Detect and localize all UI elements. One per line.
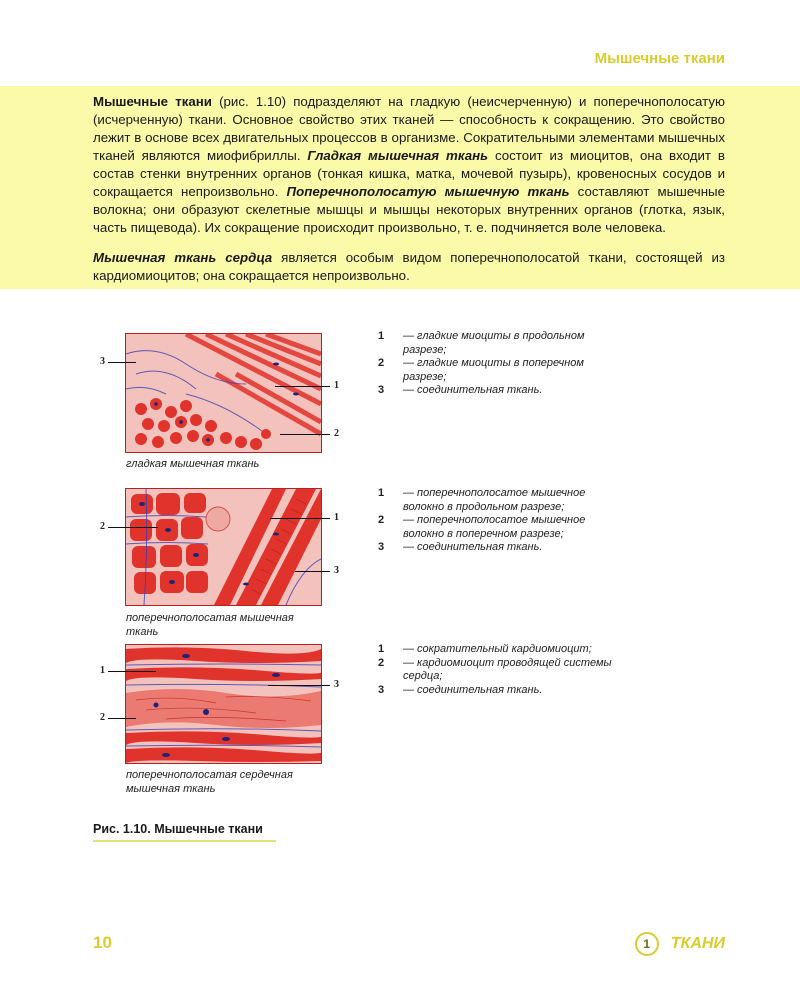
fig1-legend <box>378 330 618 398</box>
fig2-pointer-1 <box>270 518 330 519</box>
fig3-caption: поперечнополосатая сердечная мышечная ткань <box>126 769 293 795</box>
figure-title: Рис. 1.10. Мышечные ткани <box>93 822 263 836</box>
term-striated-tissue: Поперечнополосатую мышечную ткань <box>286 184 570 199</box>
term-muscle-tissues: Мышечные ткани <box>93 94 212 109</box>
cardiac-paragraph: Мышечная ткань сердца является особым видом поперечнополосатой ткани, состоящей из кардиомиоцитов; она сокращается непроизвольно. <box>93 250 725 283</box>
fig2-legend-item: 2 — поперечнополосатое мышечное волокно в поперечном разрезе; <box>378 514 586 540</box>
figure-title-underline <box>93 840 276 842</box>
chapter-marker <box>635 932 725 956</box>
fig1-legend-item: 3 — соединительная ткань. <box>378 384 543 396</box>
fig3-label-3: 3 <box>334 679 339 690</box>
fig3-pointer-1 <box>108 671 156 672</box>
fig2-legend <box>378 487 618 555</box>
fig1-pointer-1 <box>275 386 330 387</box>
smooth-muscle-illustration <box>125 333 322 453</box>
fig1-legend-item: 2 — гладкие миоциты в поперечном разрезе; <box>378 357 584 383</box>
term-cardiac-tissue: Мышечная ткань сердца <box>93 250 273 265</box>
running-title: Мышечные ткани <box>594 50 725 67</box>
fig3-pointer-3 <box>268 685 330 686</box>
term-smooth-tissue: Гладкая мышечная ткань <box>307 148 489 163</box>
fig2-pointer-3 <box>295 571 330 572</box>
fig2-legend-item: 1 — поперечнополосатое мышечное волокно в продольном разрезе; <box>378 487 586 513</box>
fig3-legend-item: 3 — соединительная ткань. <box>378 683 543 696</box>
fig2-label-1: 1 <box>334 512 339 523</box>
cardiac-muscle-illustration <box>125 644 322 764</box>
fig2-label-3: 3 <box>334 565 339 576</box>
fig3-legend <box>378 643 618 697</box>
fig3-label-2: 2 <box>100 712 105 723</box>
fig1-legend-item: 1 — гладкие миоциты в продольном разрезе; <box>378 330 585 356</box>
fig3-legend-item: 2 — кардиомиоцит проводящей системы сердца; <box>378 656 612 682</box>
chapter-number-badge: 1 <box>635 932 659 956</box>
fig2-caption: поперечнополосатая мышечная ткань <box>126 612 294 638</box>
fig3-label-1: 1 <box>100 665 105 676</box>
page-number: 10 <box>93 933 112 952</box>
chapter-title: ТКАНИ <box>670 935 725 952</box>
fig1-caption: гладкая мышечная ткань <box>126 458 260 470</box>
fig1-label-2: 2 <box>334 428 339 439</box>
fig2-legend-item: 3 — соединительная ткань. <box>378 541 543 553</box>
intro-paragraph: Мышечные ткани (рис. 1.10) подразделяют на гладкую (неисчерченную) и поперечнополосатую (исчерченную) ткани. Основное свойство этих тканей — способность к сокращению. Это свойство лежит в основе всех двигательных процессов в организме. Сократительными элементами мышечных тканей являются миофибриллы. Гладкая мышечная ткань состоит из миоцитов, она входит в состав стенки внутренних органов (тонкая кишка, матка, мочевой пузырь), кровеносных сосудов и сокращается непроизвольно. Поперечнополосатую мышечную ткань составляют мышечные волокна; они образуют скелетные мышцы и мышцы некоторых внутренних органов (глотка, язык, часть пищевода). Их сокращение происходит произвольно, т. е. подчиняется воле человека. <box>93 94 725 235</box>
fig1-label-3: 3 <box>100 356 105 367</box>
fig1-pointer-2 <box>280 434 330 435</box>
fig3-legend-item: 1 — сократительный кардиомиоцит; <box>378 643 592 655</box>
fig2-pointer-2 <box>108 527 158 528</box>
fig3-pointer-2 <box>108 718 136 719</box>
fig1-pointer-3 <box>108 362 136 363</box>
fig1-label-1: 1 <box>334 380 339 391</box>
striated-muscle-illustration <box>125 488 322 606</box>
fig2-label-2: 2 <box>100 521 105 532</box>
